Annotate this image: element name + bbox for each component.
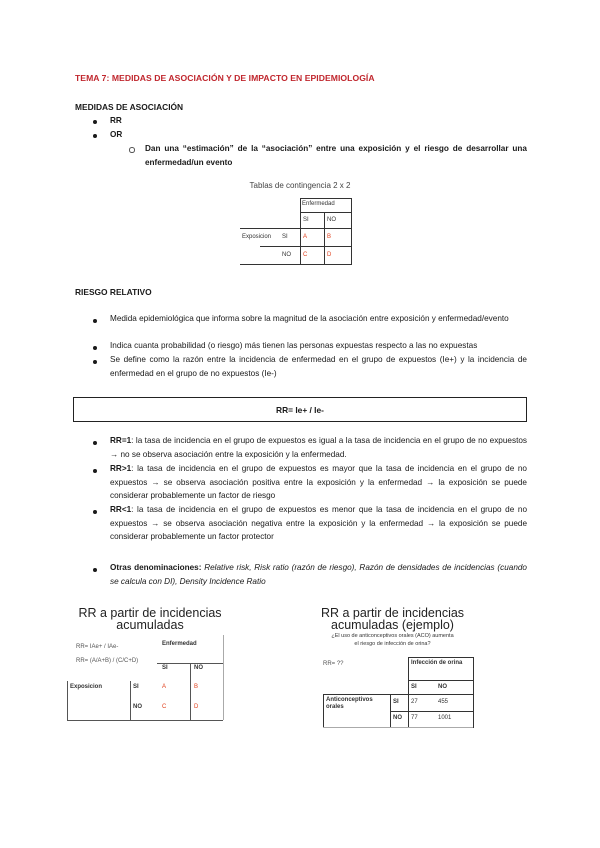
- slide-rr-label: RR= ??: [323, 661, 344, 667]
- slide-example-row-no: NO: [393, 715, 402, 721]
- slide-example-cell-si-no: 455: [438, 699, 449, 705]
- slide-rr-ejemplo: [305, 605, 480, 730]
- col-header-si: SI: [303, 217, 309, 223]
- slide-cell-c: C: [162, 704, 167, 710]
- interpretation-text: : la tasa de incidencia en el grupo de expuestos es igual a la tasa de incidencia en el grupo de no expuestos → no se observa asociación entre la exposición y la enfermedad.: [110, 436, 527, 459]
- bullet-icon: [93, 510, 97, 514]
- slide-question-line1: ¿El uso de anticonceptivos orales (ACO) aumenta: [331, 633, 454, 639]
- slide-question-line2: el riesgo de infección de orina?: [354, 641, 431, 647]
- interpretation-rr-less-1: [110, 503, 527, 544]
- slide-example-header-group: Infección de orina: [411, 660, 463, 666]
- cell-c: C: [303, 252, 308, 258]
- slide-example-title-line1: RR a partir de incidencias: [320, 606, 465, 620]
- interpretation-text: : la tasa de incidencia en el grupo de expuestos es mayor que la tasa de incidencia en el grupo de no expuestos → se observa asociación positiva entre la exposición y la enfermedad → la exposición se puede considerar probablemente un factor de riesgo: [110, 464, 527, 500]
- slide-cell-d: D: [194, 704, 199, 710]
- row-label-si: SI: [282, 234, 288, 240]
- slide-title-line1: RR a partir de incidencias: [78, 606, 222, 620]
- slide-formula-1: RR= IAe+ / IAe-: [76, 644, 119, 650]
- cell-b: B: [327, 234, 332, 240]
- list-item-rr: RR: [110, 116, 122, 125]
- slide-example-cell-no-si: 77: [411, 715, 418, 721]
- interpretation-key: RR<1: [110, 505, 132, 514]
- slide-example-row-si: SI: [393, 699, 399, 705]
- rr-definition-3: Se define como la razón entre la incidencia de enfermedad en el grupo de expuestos (Ie+) y la incidencia de enfermedad en el grupo de no expuestos (Ie-): [110, 355, 527, 378]
- bullet-icon: [93, 360, 97, 364]
- section-heading-medidas: MEDIDAS DE ASOCIACIÓN: [75, 102, 184, 112]
- cell-a: A: [303, 234, 308, 240]
- row-label-no: NO: [282, 252, 291, 258]
- header-group-label: Enfermedad: [302, 201, 335, 207]
- interpretation-rr-greater-1: [110, 462, 527, 503]
- slide-rr-acumuladas: [62, 603, 238, 731]
- circle-bullet-icon: [129, 147, 135, 153]
- bullet-icon: [93, 441, 97, 445]
- slide-col-si: SI: [162, 665, 168, 671]
- slide-cell-b: B: [194, 684, 199, 690]
- slide-row-si: SI: [133, 684, 139, 690]
- list-item-or: OR: [110, 130, 123, 139]
- section-heading-riesgo-relativo: RIESGO RELATIVO: [75, 287, 152, 297]
- rr-definition-2: Indica cuanta probabilidad (o riesgo) más tienen las personas expuestas respecto a las no expuestas: [110, 341, 478, 350]
- slide-example-title-line2: acumuladas (ejemplo): [331, 618, 454, 632]
- interpretation-rr-equal-1: [110, 434, 527, 461]
- bullet-icon: [93, 319, 97, 323]
- interpretation-text: : la tasa de incidencia en el grupo de expuestos es menor que la tasa de incidencia en el grupo de no expuestos → se observa asociación negativa entre la exposición y la enfermedad → la exposición se puede considerar probablemente un factor protector: [110, 505, 527, 541]
- slide-formula-2: RR= (A/A+B) / (C/C+D): [76, 658, 139, 664]
- row-group-label: Exposicion: [242, 234, 272, 240]
- bullet-icon: [93, 346, 97, 350]
- slide-row-no: NO: [133, 704, 142, 710]
- document-title: TEMA 7: MEDIDAS DE ASOCIACIÓN Y DE IMPACTO EN EPIDEMIOLOGÍA: [75, 73, 375, 83]
- rr-formula-box: RR= Ie+ / Ie-: [73, 397, 527, 422]
- bullet-icon: [93, 568, 97, 572]
- slide-example-cell-no-no: 1001: [438, 715, 452, 721]
- contingency-caption: Tablas de contingencia 2 x 2: [249, 181, 351, 190]
- other-names-text: Relative risk, Risk ratio (razón de riesgo), Razón de densidades de incidencias (cuando se calcula con DI), Density Incidence Ratio: [110, 563, 527, 586]
- slide-cell-a: A: [162, 684, 167, 690]
- slide-example-col-no: NO: [438, 684, 447, 690]
- interpretation-key: RR>1: [110, 464, 132, 473]
- slide-example-cell-si-si: 27: [411, 699, 418, 705]
- slide-row-group: Exposicion: [70, 684, 103, 690]
- slide-title-line2: acumuladas: [116, 618, 184, 632]
- interpretation-key: RR=1: [110, 436, 132, 445]
- slide-header-group: Enfermedad: [162, 641, 197, 647]
- other-names: Otras denominaciones: Relative risk, Risk ratio (razón de riesgo), Razón de densidades de incidencias (cuando se calcula con DI), Density Incidence Ratio: [110, 563, 527, 586]
- bullet-icon: [93, 134, 97, 138]
- other-names-label: Otras denominaciones: [110, 563, 199, 572]
- contingency-table: [240, 198, 352, 264]
- bullet-icon: [93, 469, 97, 473]
- rr-definition-1: Medida epidemiológica que informa sobre la magnitud de la asociación entre exposición y enfermedad/evento: [110, 314, 509, 323]
- bullet-icon: [93, 120, 97, 124]
- cell-d: D: [327, 252, 332, 258]
- slide-example-col-si: SI: [411, 684, 417, 690]
- slide-example-row-group: Anticonceptivos orales: [326, 697, 373, 710]
- col-header-no: NO: [327, 217, 336, 223]
- slide-col-no: NO: [194, 665, 203, 671]
- sub-bullet-text: Dan una “estimación” de la “asociación” entre una exposición y el riesgo de desarrollar una enfermedad/un evento: [145, 144, 527, 167]
